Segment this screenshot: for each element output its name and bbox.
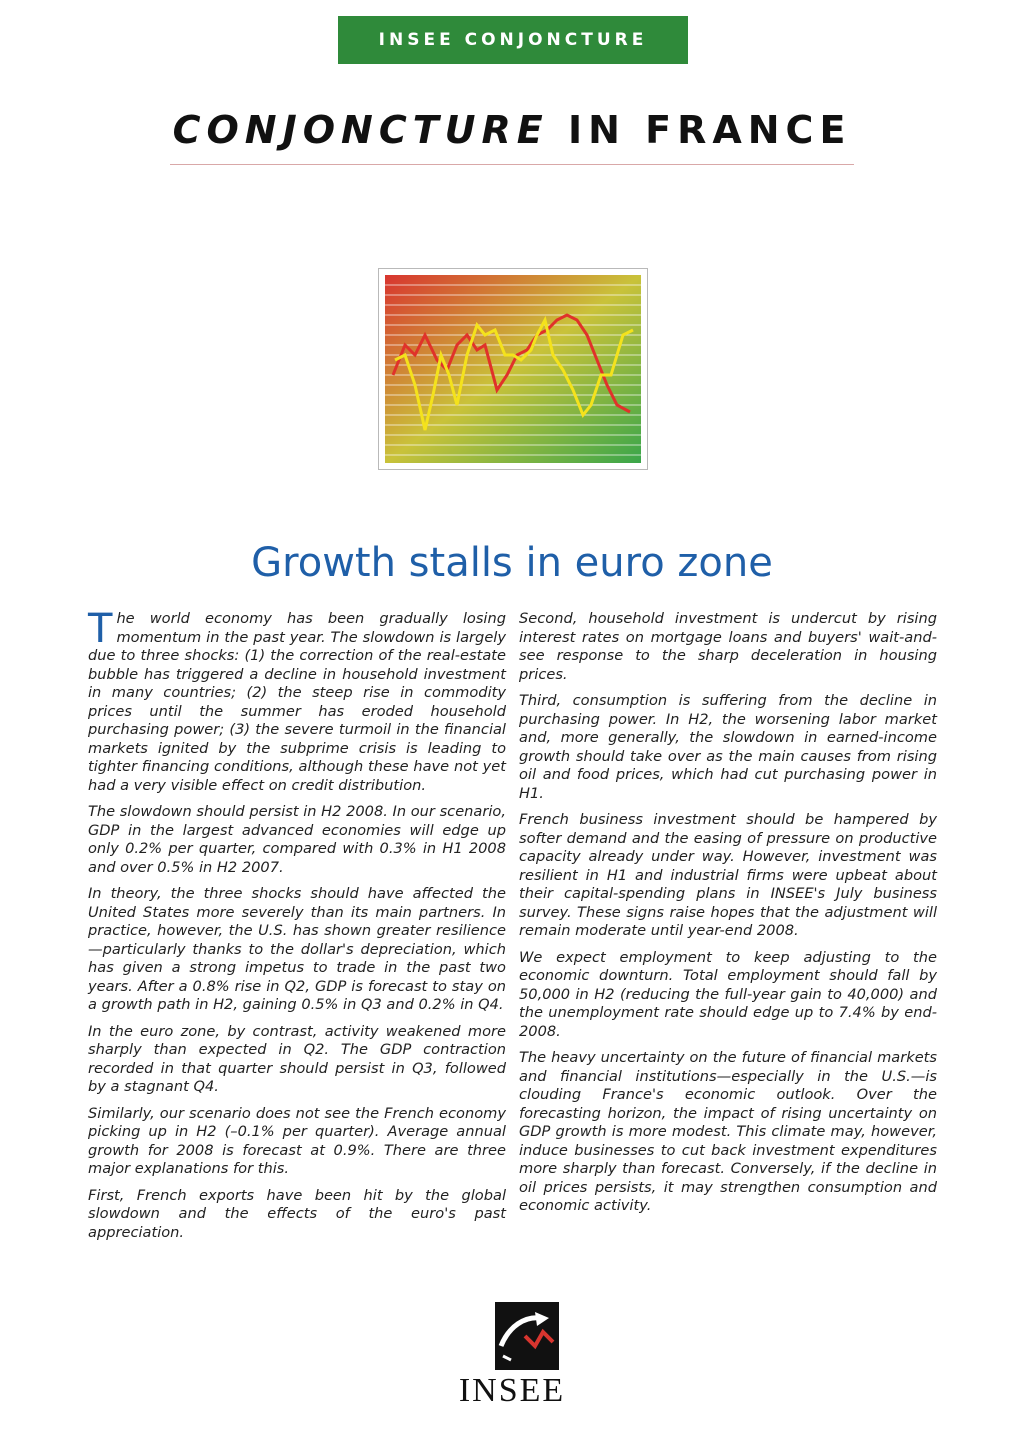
banner-label: INSEE CONJONCTURE [378, 30, 648, 50]
title-divider [170, 164, 854, 165]
article-paragraph: The heavy uncertainty on the future of financial markets and financial institutions—especially in the U.S.—is clouding France's economic outlook. Over the forecasting horizon, the impact of rising uncertainty on GDP growth is more modest. This climate may, however, induce businesses to cut back investment expenditures more sharply than forecast. Conversely, if the decline in oil prices persists, it may strengthen consumption and economic activity. [519, 1049, 937, 1214]
article-paragraph: We expect employment to keep adjusting to the economic downturn. Total employment should fall by 50,000 in H2 (reducing the full-year gain to 40,000) and the unemployment rate should edge up to 7.4% by end-2008. [519, 948, 937, 1040]
article-paragraph: French business investment should be hampered by softer demand and the easing of pressure on productive capacity already under way. However, investment was resilient in H1 and industrial firms were upbeat about their capital-spending plans in INSEE's July business survey. These signs raise hopes that the adjustment will remain moderate until year-end 2008. [519, 811, 937, 939]
article-paragraph: Second, household investment is undercut by rising interest rates on mortgage loans and buyers' wait-and-see response to the sharp deceleration in housing prices. [519, 610, 937, 683]
logo-mark [495, 1302, 559, 1370]
paragraph-text: he world economy has been gradually losing momentum in the past year. The slowdown is largely due to three shocks: (1) the correction of the real-estate bubble has triggered a decline in household investment in many countries; (2) the steep rise in commodity prices until the summer has eroded household purchasing power; (3) the severe turmoil in the financial markets ignited by the subprime crisis is leading to tighter financing conditions, although these have not yet had a very visible effect on credit distribution. [88, 610, 506, 794]
title-rest-part: IN FRANCE [567, 108, 852, 152]
article-paragraph: Similarly, our scenario does not see the French economy picking up in H2 (–0.1% per quarter). Average annual growth for 2008 is forecast at 0.9%. There are three major explanations for this. [88, 1104, 506, 1177]
insee-logo-text: INSEE [458, 1372, 566, 1409]
cover-illustration [378, 268, 648, 470]
insee-logo-icon [495, 1302, 559, 1370]
publication-banner [338, 16, 688, 64]
drop-cap: T [88, 606, 113, 652]
article-paragraph: First, French exports have been hit by the global slowdown and the effects of the euro's past appreciation. [88, 1186, 506, 1241]
article-paragraph [88, 606, 506, 795]
article-paragraph: Third, consumption is suffering from the decline in purchasing power. In H2, the worsening labor market and, more generally, the slowdown in earned-income growth should take over as the main causes from rising oil and food prices, which had cut purchasing power in H1. [519, 692, 937, 802]
article-headline: Growth stalls in euro zone [251, 540, 773, 586]
article-paragraph: The slowdown should persist in H2 2008. In our scenario, GDP in the largest advanced economies will edge up only 0.2% per quarter, compared with 0.3% in H1 2008 and over 0.5% in H2 2007. [88, 803, 506, 876]
article-paragraph: In theory, the three shocks should have affected the United States more severely than its main partners. In practice, however, the U.S. has shown greater resilience—particularly thanks to the dollar's depreciation, which has given a strong impetus to trade in the past two years. After a 0.8% rise in Q2, GDP is forecast to stay on a growth path in H2, gaining 0.5% in Q3 and 0.2% in Q4. [88, 885, 506, 1013]
title-italic-part: CONJONCTURE [172, 108, 549, 152]
article-left-column [88, 606, 506, 1250]
line-chart-illustration-icon [385, 275, 641, 463]
article-right-column [519, 610, 937, 1224]
page-title [0, 108, 1024, 152]
article-paragraph: In the euro zone, by contrast, activity weakened more sharply than expected in Q2. The GDP contraction recorded in that quarter should persist in Q3, followed by a stagnant Q4. [88, 1022, 506, 1095]
